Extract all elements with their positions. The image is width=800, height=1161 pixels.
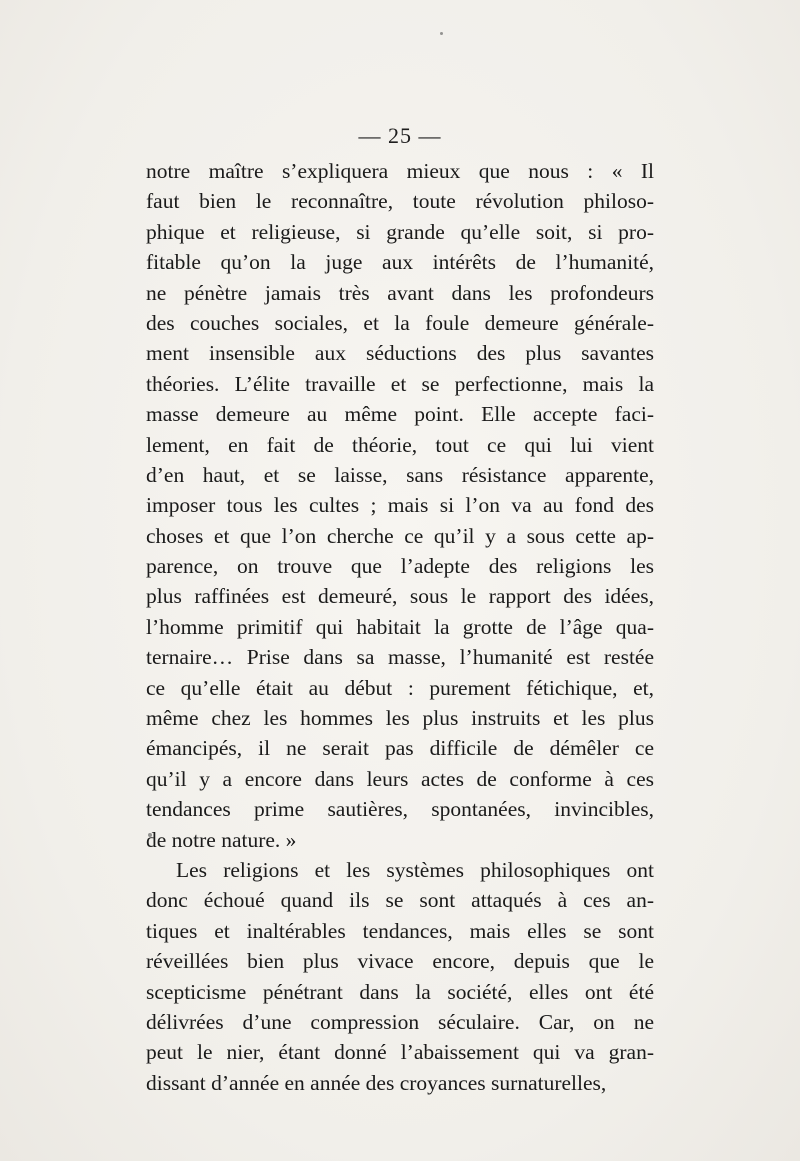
text-line: fitable qu’on la juge aux intérêts de l’humanité, [146, 250, 654, 275]
text-line: faut bien le reconnaître, toute révolution philoso- [146, 189, 654, 214]
text-line: théories. L’élite travaille et se perfectionne, mais la [146, 371, 654, 396]
paragraph [146, 156, 654, 855]
text-line: scepticisme pénétrant dans la société, elles ont été [146, 979, 654, 1004]
text-line: tiques et inaltérables tendances, mais elles se sont [146, 918, 654, 943]
text-line: phique et religieuse, si grande qu’elle soit, si pro- [146, 219, 654, 244]
text-line: dissant d’année en année des croyances surnaturelles, [146, 1070, 607, 1095]
text-line: d’en haut, et se laisse, sans résistance apparente, [146, 462, 654, 487]
paragraph [146, 855, 654, 1098]
text-line: ternaire… Prise dans sa masse, l’humanité est restée [146, 645, 654, 670]
text-line: délivrées d’une compression séculaire. Car, on ne [146, 1009, 654, 1034]
text-line: notre maître s’expliquera mieux que nous : « Il [146, 159, 654, 183]
text-line: l’homme primitif qui habitait la grotte de l’âge qua- [146, 614, 654, 639]
body-text [146, 156, 654, 1098]
text-line: lement, en fait de théorie, tout ce qui lui vient [146, 432, 654, 457]
text-line: plus raffinées est demeuré, sous le rapport des idées, [146, 584, 654, 609]
text-line: parence, on trouve que l’adepte des religions les [146, 554, 654, 579]
text-line: Les religions et les systèmes philosophiques ont [176, 857, 654, 882]
text-line: ment insensible aux séductions des plus savantes [146, 341, 654, 366]
text-line: même chez les hommes les plus instruits et les plus [146, 706, 654, 731]
paper-speck [440, 32, 443, 35]
text-line: choses et que l’on cherche ce qu’il y a sous cette ap- [146, 523, 654, 548]
text-line: qu’il y a encore dans leurs actes de conforme à ces [146, 766, 654, 791]
text-line: imposer tous les cultes ; mais si l’on va au fond des [146, 493, 654, 518]
text-line: masse demeure au même point. Elle accepte faci- [146, 402, 654, 427]
page-number: — 25 — [358, 123, 442, 148]
text-line: de notre nature. » [146, 827, 297, 852]
text-line: peut le nier, étant donné l’abaissement qui va gran- [146, 1040, 654, 1065]
text-line: tendances prime sautières, spontanées, invincibles, [146, 797, 654, 822]
text-line: ne pénètre jamais très avant dans les profondeurs [146, 280, 654, 305]
text-line: réveillées bien plus vivace encore, depuis que le [146, 949, 654, 974]
text-line: émancipés, il ne serait pas difficile de démêler ce [146, 736, 654, 761]
text-line: des couches sociales, et la foule demeure générale- [146, 310, 654, 335]
text-line: donc échoué quand ils se sont attaqués à ces an- [146, 888, 654, 913]
text-line: ce qu’elle était au début : purement fétichique, et, [146, 675, 654, 700]
